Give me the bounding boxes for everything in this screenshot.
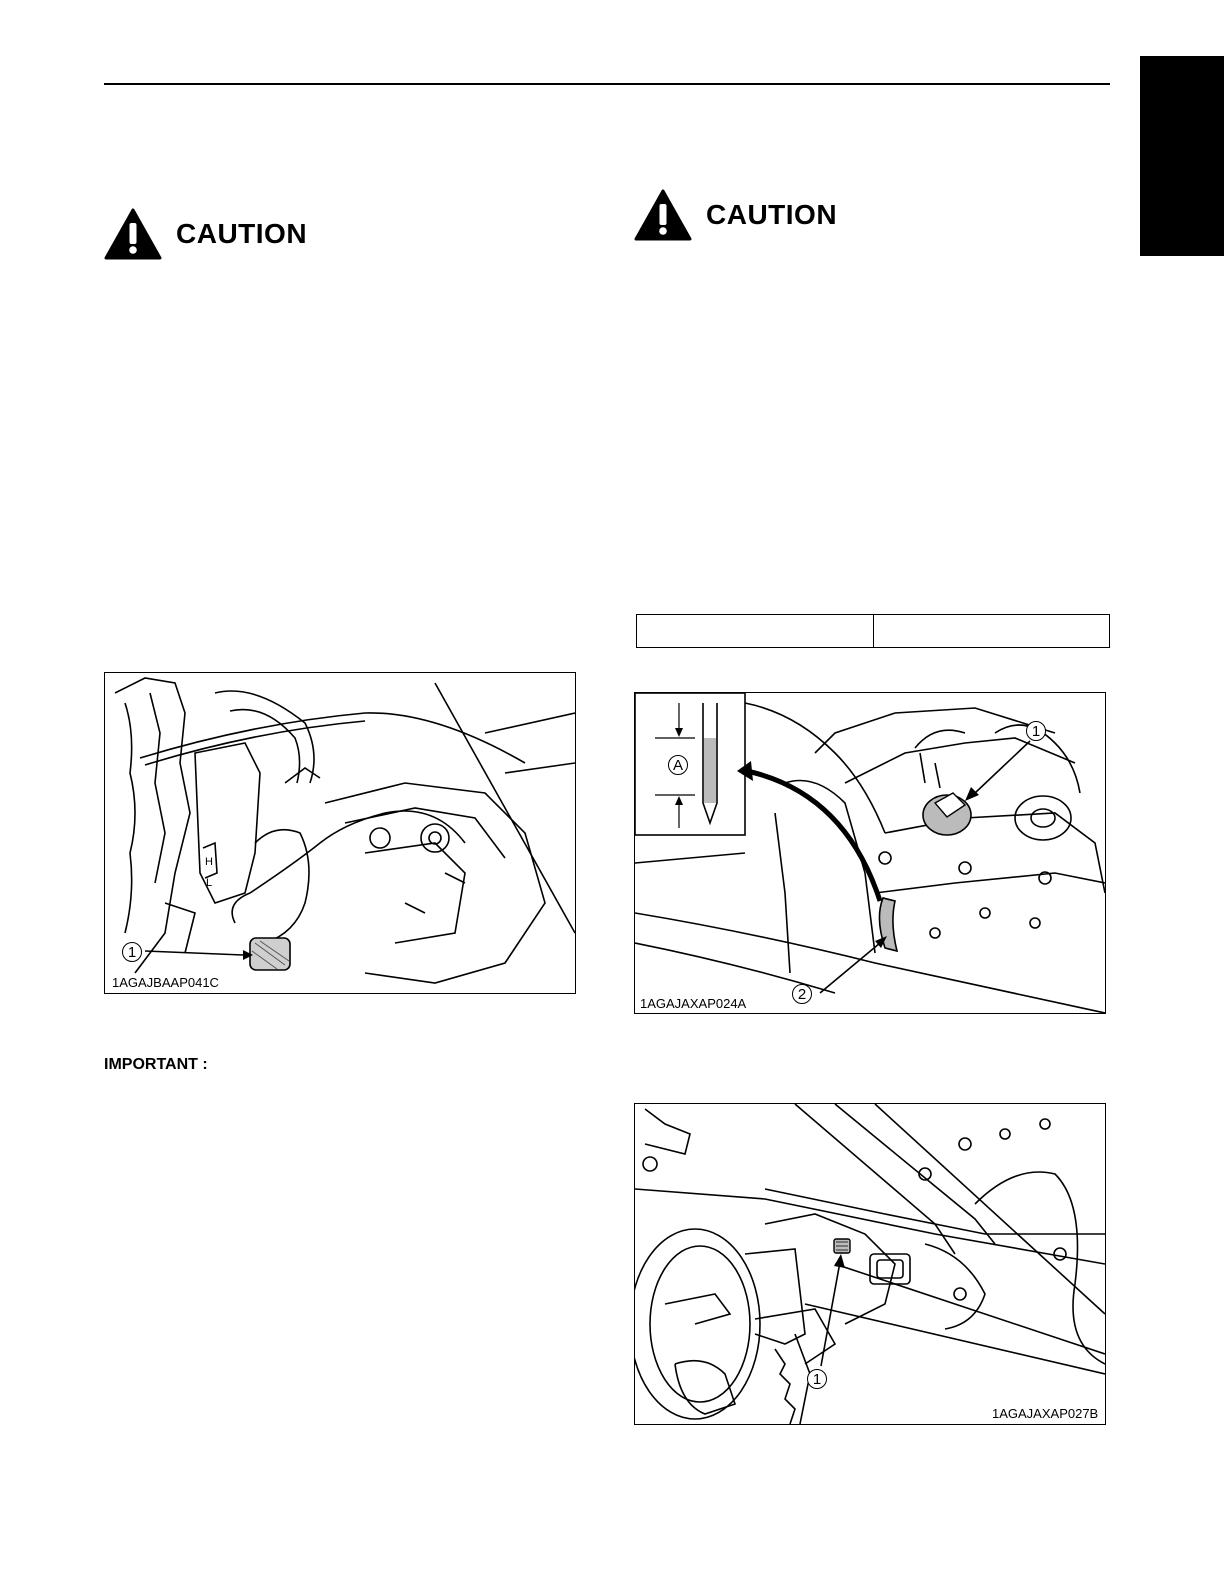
important-label: IMPORTANT : — [104, 1056, 208, 1073]
spec-table — [636, 614, 1110, 648]
engine-top-illustration — [635, 693, 1105, 1013]
caution-label: CAUTION — [706, 199, 838, 230]
figure-drain-plug — [634, 1103, 1106, 1425]
figure-oil-filter — [104, 672, 576, 994]
figure-code: 1AGAJBAAP041C — [112, 975, 219, 990]
figure-code: 1AGAJAXAP024A — [640, 996, 747, 1011]
caution-label: CAUTION — [176, 218, 308, 249]
spec-table-cell-left — [637, 615, 873, 647]
callout-1: 1 — [807, 1369, 827, 1389]
left-caution-heading — [104, 208, 307, 260]
warning-triangle-icon — [634, 189, 692, 241]
figure-code: 1AGAJAXAP027B — [992, 1406, 1099, 1421]
callout-2: 2 — [792, 984, 812, 1004]
chapter-tab — [1140, 56, 1224, 256]
header-rule — [104, 83, 1110, 85]
spec-table-cell-right — [873, 615, 1110, 647]
callout-1: 1 — [1026, 721, 1046, 741]
callout-1: 1 — [122, 942, 142, 962]
svg-text:L: L — [206, 877, 213, 889]
callout-A: A — [668, 755, 688, 775]
transmission-illustration — [635, 1104, 1105, 1424]
figure-dipstick — [634, 692, 1106, 1014]
svg-text:H: H — [205, 856, 213, 868]
warning-triangle-icon — [104, 208, 162, 260]
engine-illustration — [105, 673, 575, 993]
right-caution-heading — [634, 189, 837, 241]
